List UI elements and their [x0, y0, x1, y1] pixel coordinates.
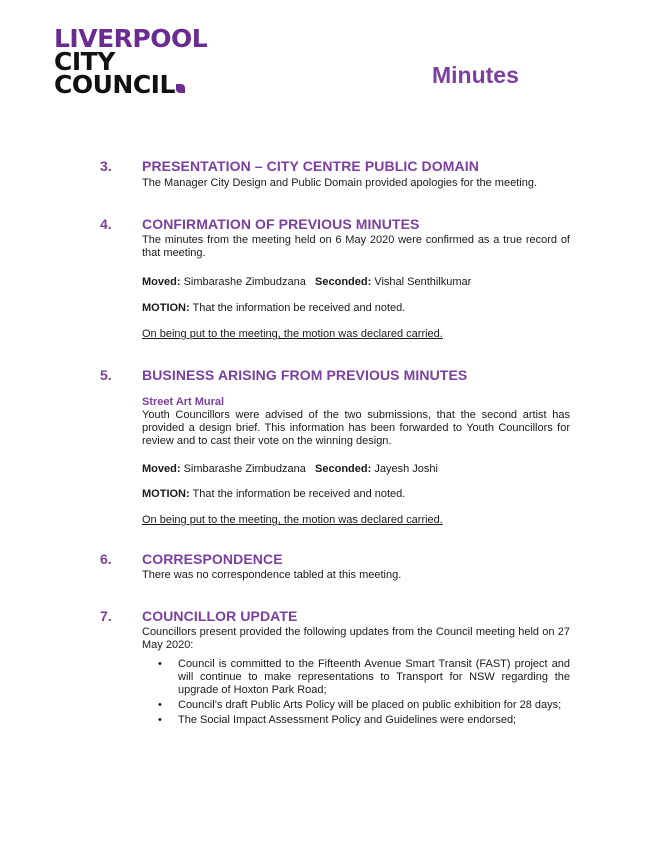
section-number: 4. — [100, 216, 112, 232]
section-heading: CORRESPONDENCE — [142, 551, 283, 567]
sub-heading: Street Art Mural — [142, 396, 225, 408]
motion-line — [142, 302, 405, 315]
section-number: 6. — [100, 551, 112, 567]
section-body: Councillors present provided the following updates from the Council meeting held on 27 May 2020: — [142, 626, 570, 651]
bullet-icon: • — [158, 658, 162, 670]
document-title: Minutes — [432, 62, 519, 88]
motion-text: That the information be received and noted. — [192, 488, 406, 500]
logo-line-1: LIVERPOOL — [54, 24, 208, 53]
motion-outcome: On being put to the meeting, the motion was declared carried. — [142, 328, 443, 340]
logo-line-2: CITY — [54, 47, 115, 76]
seconded-name: Vishal Senthilkumar — [374, 276, 472, 288]
seconded-name: Jayesh Joshi — [374, 463, 438, 475]
section-number: 3. — [100, 158, 112, 174]
section-body: There was no correspondence tabled at this meeting. — [142, 569, 402, 581]
bullet-icon: • — [158, 699, 162, 711]
section-heading: PRESENTATION – CITY CENTRE PUBLIC DOMAIN — [142, 158, 479, 174]
section-body: The Manager City Design and Public Domain provided apologies for the meeting. — [142, 177, 537, 189]
update-list — [142, 658, 570, 729]
section-heading: COUNCILLOR UPDATE — [142, 608, 298, 624]
logo-line-3: COUNCIL — [54, 73, 207, 96]
moved-label: Moved: — [142, 463, 181, 475]
motion-label: MOTION: — [142, 302, 190, 314]
seconded-label: Seconded: — [315, 463, 372, 475]
seconded-label: Seconded: — [315, 276, 372, 288]
motion-line — [142, 488, 405, 501]
motion-text: That the information be received and noted. — [192, 302, 406, 314]
section-body: Youth Councillors were advised of the two submissions, that the second artist has provided a design brief. This information has been forwarded to Youth Councillors for review and to cast their vote on the winning design. — [142, 409, 570, 447]
moved-label: Moved: — [142, 276, 181, 288]
moved-name: Simbarashe Zimbudzana — [183, 276, 306, 288]
council-logo — [54, 24, 208, 99]
list-item: • The Social Impact Assessment Policy and Guidelines were endorsed; — [158, 714, 517, 726]
moved-name: Simbarashe Zimbudzana — [183, 463, 306, 475]
list-item: • Council is committed to the Fifteenth Avenue Smart Transit (FAST) project and will continue to make representations to Transport for NSW regarding the upgrade of Hoxton Park Road; — [158, 658, 570, 696]
motion-label: MOTION: — [142, 488, 190, 500]
section-number: 7. — [100, 608, 112, 624]
heart-icon — [176, 84, 185, 93]
bullet-icon: • — [158, 714, 162, 726]
motion-outcome: On being put to the meeting, the motion was declared carried. — [142, 514, 443, 526]
section-heading: BUSINESS ARISING FROM PREVIOUS MINUTES — [142, 367, 468, 383]
section-body: The minutes from the meeting held on 6 May 2020 were confirmed as a true record of that meeting. — [142, 234, 570, 259]
section-number: 5. — [100, 367, 112, 383]
list-item: • Council’s draft Public Arts Policy will be placed on public exhibition for 28 days; — [158, 699, 562, 711]
moved-seconded-line — [142, 276, 471, 289]
moved-seconded-line — [142, 463, 438, 476]
section-heading: CONFIRMATION OF PREVIOUS MINUTES — [142, 216, 420, 232]
